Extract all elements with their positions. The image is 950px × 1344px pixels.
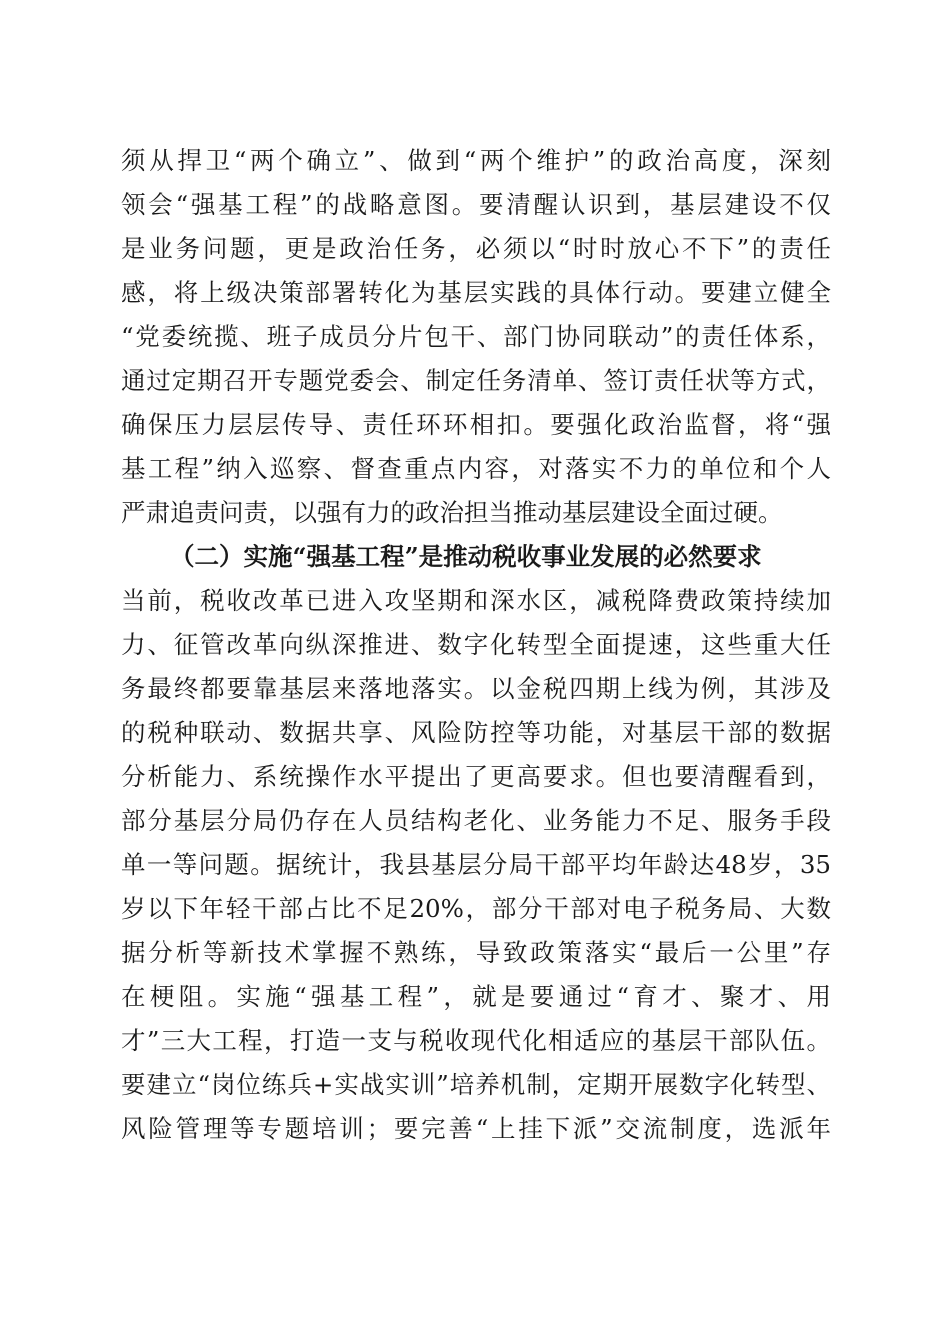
text-line: 是业务问题，更是政治任务，必须以“时时放心不下”的责任 — [121, 234, 831, 263]
text-line: 要建立“岗位练兵+实战实训”培养机制，定期开展数字化转型、 — [121, 1070, 831, 1099]
text-line: 须从捍卫“两个确立”、做到“两个维护”的政治高度，深刻 — [121, 146, 831, 175]
text-line: 的税种联动、数据共享、风险防控等功能，对基层干部的数据 — [121, 718, 831, 747]
text-line: 在梗阻。实施“强基工程”，就是要通过“育才、聚才、用 — [121, 982, 831, 1011]
text-line: 力、征管改革向纵深推进、数字化转型全面提速，这些重大任 — [121, 630, 831, 659]
text-line: 当前，税收改革已进入攻坚期和深水区，减税降费政策持续加 — [121, 586, 831, 615]
text-line: 部分基层分局仍存在人员结构老化、业务能力不足、服务手段 — [121, 806, 831, 835]
text-line: 领会“强基工程”的战略意图。要清醒认识到，基层建设不仅 — [121, 190, 831, 219]
text-line: 严肃追责问责，以强有力的政治担当推动基层建设全面过硬。 — [121, 498, 783, 527]
text-line: 务最终都要靠基层来落地落实。以金税四期上线为例，其涉及 — [121, 674, 831, 703]
text-line: 感，将上级决策部署转化为基层实践的具体行动。要建立健全 — [121, 278, 831, 307]
text-line: 单一等问题。据统计，我县基层分局干部平均年龄达48岁，35 — [121, 850, 831, 879]
text-line: “党委统揽、班子成员分片包干、部门协同联动”的责任体系， — [121, 322, 831, 351]
text-line: 分析能力、系统操作水平提出了更高要求。但也要清醒看到， — [121, 762, 831, 791]
text-line: 据分析等新技术掌握不熟练，导致政策落实“最后一公里”存 — [121, 938, 831, 967]
text-line: 通过定期召开专题党委会、制定任务清单、签订责任状等方式， — [121, 366, 831, 395]
section-heading: （二）实施“强基工程”是推动税收事业发展的必然要求 — [170, 542, 762, 571]
text-line: 确保压力层层传导、责任环环相扣。要强化政治监督，将“强 — [121, 410, 831, 439]
text-line: 风险管理等专题培训；要完善“上挂下派”交流制度，选派年 — [121, 1114, 831, 1143]
text-line: 才”三大工程，打造一支与税收现代化相适应的基层干部队伍。 — [121, 1026, 831, 1055]
text-line: 岁以下年轻干部占比不足20%，部分干部对电子税务局、大数 — [121, 894, 831, 923]
text-line: 基工程”纳入巡察、督查重点内容，对落实不力的单位和个人 — [121, 454, 831, 483]
